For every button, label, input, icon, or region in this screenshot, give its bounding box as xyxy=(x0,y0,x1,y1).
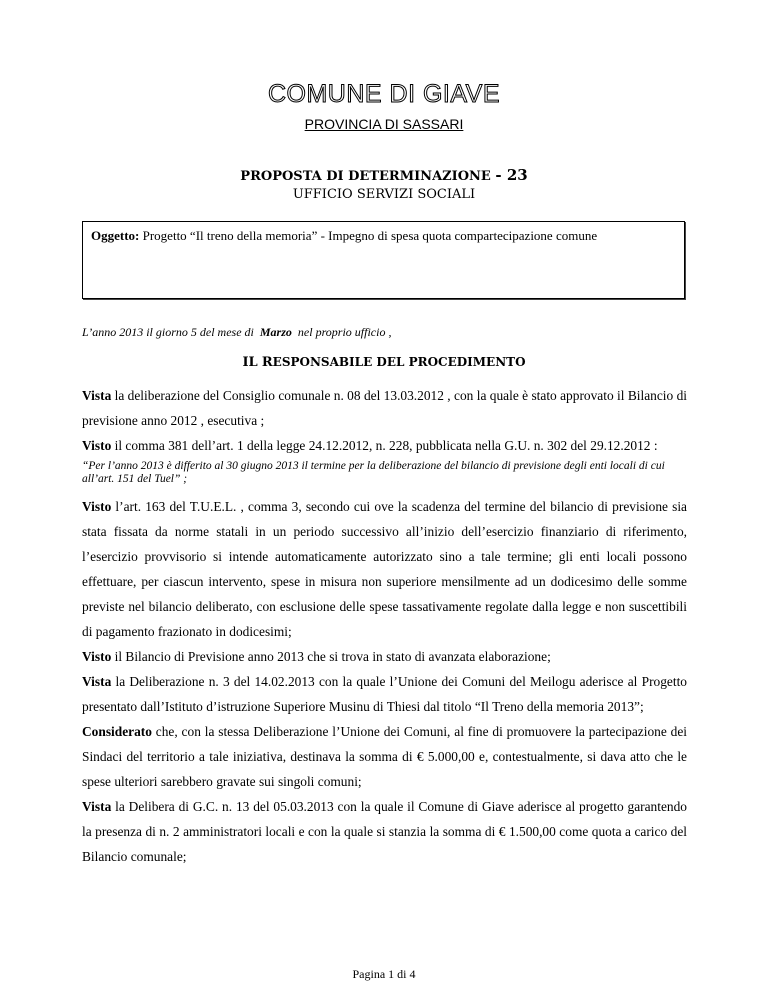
paragraph-text: la Deliberazione n. 3 del 14.02.2013 con la quale l’Unione dei Comuni del Meilogu aderisce al Progetto presentato dall’Istituto d’istruzione Superiore Musinu di Thiesi dal titolo “Il Treno della memoria 2013”; xyxy=(82,674,687,714)
provincia-subtitle: PROVINCIA DI SASSARI xyxy=(304,116,464,132)
page-number: Pagina 1 di 4 xyxy=(352,967,416,981)
proposta-number: - 23 xyxy=(495,166,528,184)
date-month: Marzo xyxy=(259,325,292,339)
document-body xyxy=(82,383,687,869)
paragraph-text: il Bilancio di Previsione anno 2013 che si trova in stato di avanzata elaborazione; xyxy=(111,649,551,664)
paragraph-text: la deliberazione del Consiglio comunale n. 08 del 13.03.2012 , con la quale è stato approvato il Bilancio di previsione anno 2012 , esecutiva ; xyxy=(82,388,687,428)
resp-il: IL xyxy=(242,355,258,370)
paragraph-text: il comma 381 dell’art. 1 della legge 24.12.2012, n. 228, pubblicata nella G.U. n. 302 del 29.12.2012 : xyxy=(111,438,658,453)
oggetto-box xyxy=(82,221,685,299)
date-prefix: L’anno 2013 il giorno 5 del mese di xyxy=(82,325,254,339)
law-quote: “Per l’anno 2013 è differito al 30 giugno 2013 il termine per la deliberazione del bilancio di previsione degli enti locali di cui all’art. 151 del Tuel” ; xyxy=(82,460,665,485)
paragraph-lead: Considerato xyxy=(82,724,152,739)
paragraph xyxy=(82,794,687,869)
responsabile-heading xyxy=(0,355,768,370)
paragraph xyxy=(82,719,687,794)
paragraph-lead: Visto xyxy=(82,649,112,664)
date-line xyxy=(82,325,391,340)
paragraph xyxy=(82,494,687,644)
resp-rest: ESPONSABILE DEL PROCEDIMENTO xyxy=(272,355,526,369)
oggetto-label: Oggetto: xyxy=(91,228,140,243)
proposta-label: PROPOSTA DI DETERMINAZIONE xyxy=(240,169,491,184)
paragraph xyxy=(82,669,687,719)
paragraph-text: che, con la stessa Deliberazione l’Unione dei Comuni, al fine di promuovere la partecipazione dei Sindaci del territorio a tale iniziativa, destinava la somma di € 5.000,00 e, contestualmente, si dava atto che le spese ulteriori sarebbero gravate sui singoli comuni; xyxy=(82,724,687,789)
date-suffix: nel proprio ufficio , xyxy=(297,325,392,339)
paragraph xyxy=(82,644,687,669)
paragraph-lead: Vista xyxy=(82,674,112,689)
resp-r: R xyxy=(261,355,273,370)
paragraph xyxy=(82,433,687,458)
oggetto-text: Progetto “Il treno della memoria” - Impegno di spesa quota compartecipazione comune xyxy=(142,228,598,243)
paragraph-lead: Vista xyxy=(82,388,112,403)
paragraph-text: la Delibera di G.C. n. 13 del 05.03.2013 con la quale il Comune di Giave aderisce al progetto garantendo la presenza di n. 2 amministratori locali e con la quale si stanzia la somma di € 1.500,00 come quota a carico del Bilancio comunale; xyxy=(82,799,687,864)
comune-title: COMUNE DI GIAVE xyxy=(267,80,501,108)
paragraph-lead: Visto xyxy=(82,438,112,453)
proposta-heading xyxy=(0,166,768,184)
paragraph-lead: Visto xyxy=(82,499,112,514)
paragraph-text: l’art. 163 del T.U.E.L. , comma 3, secondo cui ove la scadenza del termine del bilancio di previsione sia stata fissata da norme statali in un periodo successivo all’inizio dell’esercizio finanziario di riferimento, l’esercizio provvisorio si intende automaticamente autorizzato sino a tale termine; gli enti locali possono effettuare, per ciascun intervento, spese in misura non superiore mensilmente ad un dodicesimo delle somme previste nel bilancio deliberato, con esclusione delle spese tassativamente regolate dalla legge e non suscettibili di pagamento frazionato in dodicesimi; xyxy=(82,499,687,639)
paragraph xyxy=(82,383,687,433)
ufficio-label: UFFICIO SERVIZI SOCIALI xyxy=(292,187,476,202)
paragraph-lead: Vista xyxy=(82,799,112,814)
